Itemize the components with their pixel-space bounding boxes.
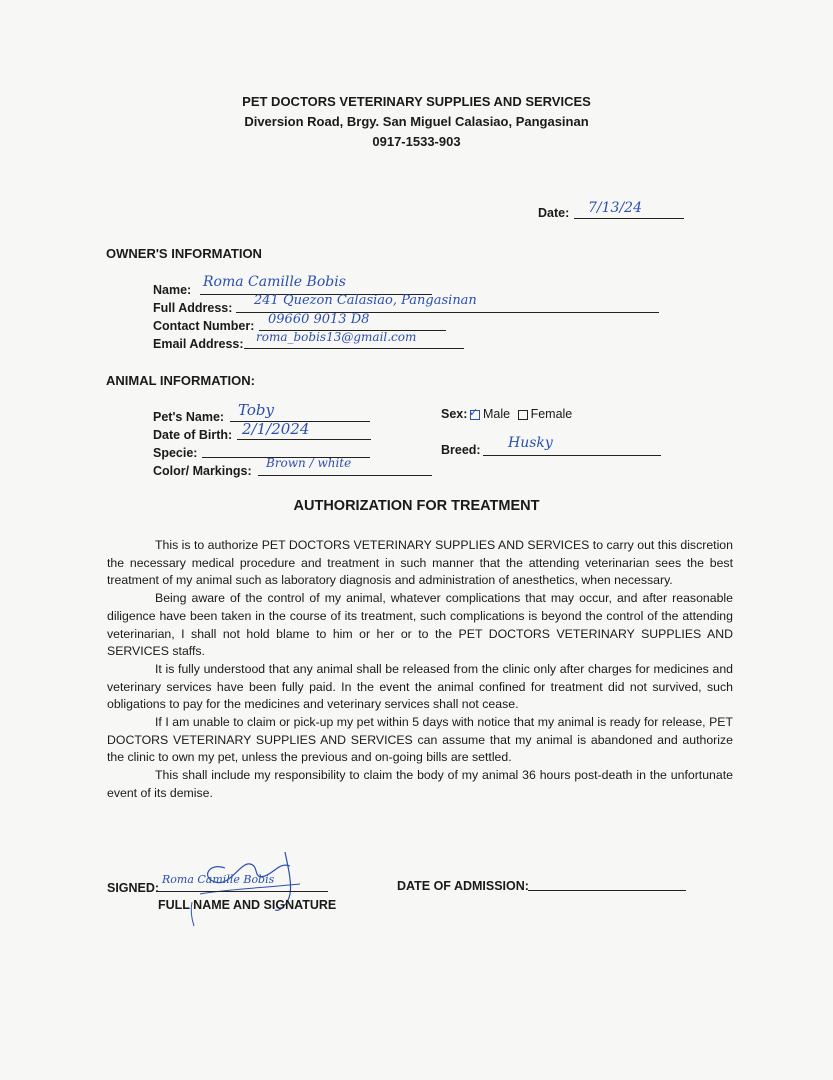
signed-value: Roma Camille Bobis: [162, 873, 275, 886]
male-checkbox[interactable]: [469, 406, 480, 420]
color-value: Brown / white: [266, 456, 352, 470]
authorization-paragraph: Being aware of the control of my animal, whatever complications that may occur, and after reasonable diligence have been taken in the course of its treatment, such complications is beyond the control of the attending veterinarian, I shall not hold blame to him or her or to the PET DOCTORS VETERINARY SUPPLIES AND SERVICES staffs.: [107, 591, 733, 659]
name-value: Roma Camille Bobis: [203, 274, 346, 290]
date-label: Date:: [538, 206, 570, 220]
animal-section-title: ANIMAL INFORMATION:: [106, 373, 255, 388]
admission-line: [528, 876, 686, 891]
contact-label: Contact Number:: [153, 319, 255, 333]
name-label: Name:: [153, 283, 192, 297]
signature-caption: FULL NAME AND SIGNATURE: [158, 898, 337, 912]
male-label: Male: [483, 407, 511, 421]
authorization-body: [107, 537, 733, 803]
clinic-phone: 0917-1533-903: [372, 134, 461, 149]
clinic-name: PET DOCTORS VETERINARY SUPPLIES AND SERVICES: [242, 94, 591, 109]
sex-label: Sex:: [441, 407, 468, 421]
pet-name-value: Toby: [238, 401, 274, 419]
pet-name-label: Pet's Name:: [153, 410, 225, 424]
address-value: 241 Quezon Calasiao, Pangasinan: [254, 293, 477, 308]
authorization-paragraph: If I am unable to claim or pick-up my pet within 5 days with notice that my animal is ready for release, PET DOCTORS VETERINARY SUPPLIES AND SERVICES can assume that my animal is abandoned and authorize the clinic to own my pet, unless the previous and on-going bills are settled.: [107, 715, 733, 765]
color-label: Color/ Markings:: [153, 464, 252, 478]
breed-label: Breed:: [441, 443, 481, 457]
check-mark-icon: ✓: [469, 406, 479, 419]
date-value: 7/13/24: [588, 200, 642, 216]
dob-label: Date of Birth:: [153, 428, 233, 442]
contact-value: 09660 9013 D8: [268, 312, 370, 327]
specie-label: Specie:: [153, 446, 198, 460]
female-label: Female: [530, 407, 573, 421]
authorization-paragraph: This shall include my responsibility to claim the body of my animal 36 hours post-death in the unfortunate event of its demise.: [107, 768, 733, 800]
signed-label: SIGNED:: [107, 881, 160, 895]
admission-label: DATE OF ADMISSION:: [397, 879, 529, 893]
sex-options: [470, 407, 572, 421]
authorization-title: AUTHORIZATION FOR TREATMENT: [293, 498, 540, 514]
email-value: roma_bobis13@gmail.com: [256, 330, 417, 344]
owner-section-title: OWNER'S INFORMATION: [106, 246, 262, 261]
authorization-paragraph: This is to authorize PET DOCTORS VETERINARY SUPPLIES AND SERVICES to carry out this discretion the necessary medical procedure and treatment in such manner that the attending veterinarian sees the best treatment of my animal such as laboratory diagnosis and administration of anesthetics, when necessary.: [107, 538, 733, 588]
female-checkbox[interactable]: [518, 410, 528, 420]
clinic-address: Diversion Road, Brgy. San Miguel Calasiao, Pangasinan: [244, 114, 589, 129]
address-label: Full Address:: [153, 301, 233, 315]
breed-value: Husky: [508, 435, 553, 451]
email-label: Email Address:: [153, 337, 244, 351]
authorization-paragraph: It is fully understood that any animal shall be released from the clinic only after charges for medicines and veterinary services have been fully paid. In the event the animal confined for treatment did not survived, such obligations to pay for the medicines and veterinary services shall not cease.: [107, 661, 733, 712]
dob-value: 2/1/2024: [242, 420, 310, 438]
